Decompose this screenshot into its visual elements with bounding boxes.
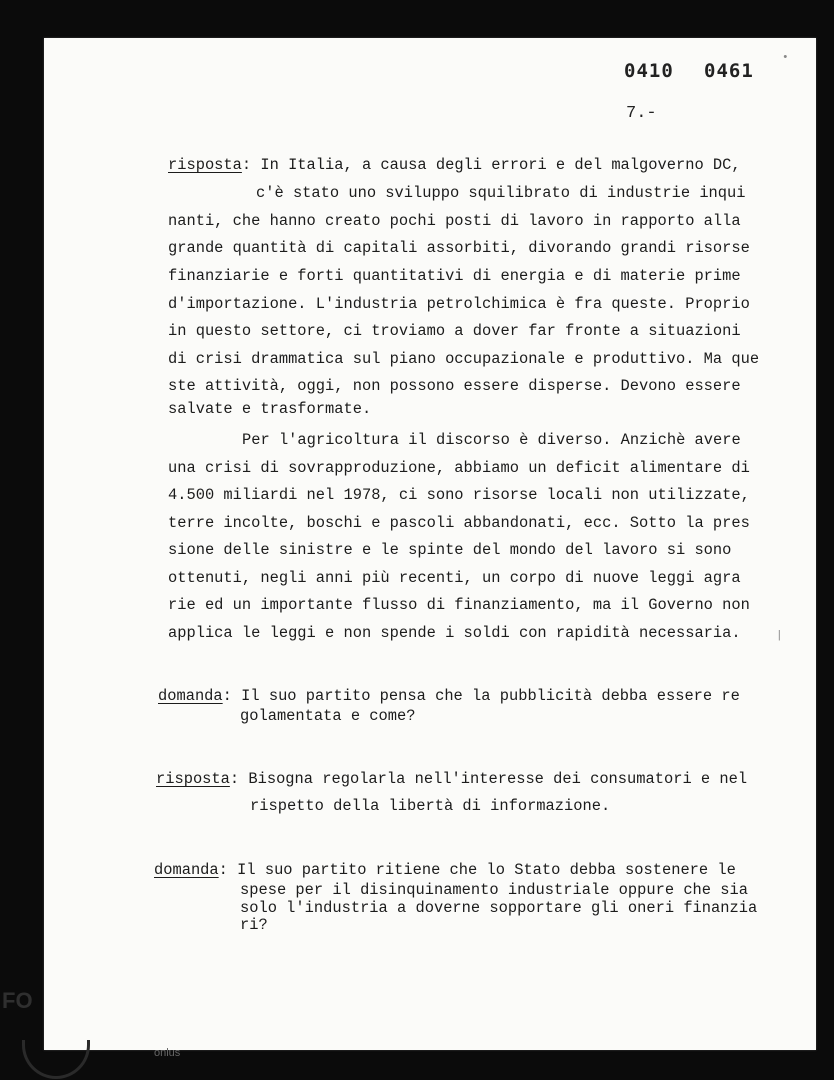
question2-label: domanda <box>158 687 223 705</box>
document-page <box>44 38 816 1050</box>
answer1-line: in questo settore, ci troviamo a dover far fronte a situazioni <box>168 322 741 340</box>
answer1-line: finanziarie e forti quantitativi di energia e di materie prime <box>168 267 741 285</box>
question3-label: domanda <box>154 861 219 879</box>
answer2-label: risposta <box>156 770 230 788</box>
answer1-line: sione delle sinistre e le spinte del mondo del lavoro si sono <box>168 541 732 559</box>
watermark-logo: FO <box>2 988 33 1013</box>
question3-line: spese per il disinquinamento industriale oppure che sia <box>240 881 748 899</box>
answer1-line: terre incolte, boschi e pascoli abbandonati, ecc. Sotto la pres <box>168 514 750 532</box>
margin-tick: | <box>776 630 783 642</box>
answer1-line: : In Italia, a causa degli errori e del malgoverno DC, <box>241 156 741 174</box>
answer1-line: c'è stato uno sviluppo squilibrato di industrie inqui <box>256 184 746 202</box>
answer2-first-line <box>156 769 747 789</box>
answer1-line: ste attività, oggi, non possono essere disperse. Devono essere <box>168 377 741 395</box>
answer1-line: di crisi drammatica sul piano occupazionale e produttivo. Ma que <box>168 350 760 368</box>
question2-line: : Il suo partito pensa che la pubblicità debba essere re <box>222 687 740 705</box>
answer1-line: grande quantità di capitali assorbiti, divorando grandi risorse <box>168 239 750 257</box>
answer1-line: una crisi di sovrapproduzione, abbiamo un deficit alimentare di <box>168 459 750 477</box>
answer1-line: applica le leggi e non spende i soldi con rapidità necessaria. <box>168 624 741 642</box>
answer1-line: 4.500 miliardi nel 1978, ci sono risorse locali non utilizzate, <box>168 486 750 504</box>
answer2-line: rispetto della libertà di informazione. <box>250 797 611 815</box>
answer1-line: Per l'agricoltura il discorso è diverso. Anzichè avere <box>242 431 741 449</box>
question3-line: ri? <box>240 916 268 934</box>
answer1-line: nanti, che hanno creato pochi posti di lavoro in rapporto alla <box>168 212 741 230</box>
question3-line: : Il suo partito ritiene che lo Stato debba sostenere le <box>218 861 736 879</box>
answer1-line: salvate e trasformate. <box>168 400 372 418</box>
corner-dot: • <box>782 52 789 64</box>
watermark-arc-icon <box>22 1040 90 1079</box>
page-number: 7.- <box>626 104 657 123</box>
answer1-label: risposta <box>168 156 242 174</box>
question2-first-line <box>158 686 740 706</box>
watermark-onlus: onlus <box>154 1047 181 1059</box>
answer1-first-line <box>168 155 741 175</box>
answer1-line: rie ed un importante flusso di finanziamento, ma il Governo non <box>168 596 750 614</box>
answer2-line: : Bisogna regolarla nell'interesse dei consumatori e nel <box>229 770 748 788</box>
question3-first-line <box>154 860 736 880</box>
answer1-line: ottenuti, negli anni più recenti, un corpo di nuove leggi agra <box>168 569 741 587</box>
answer1-line: d'importazione. L'industria petrolchimica è fra queste. Proprio <box>168 295 750 313</box>
archive-stamp-right: 0461 <box>704 60 754 82</box>
question2-line: golamentata e come? <box>240 707 416 725</box>
archive-stamp-left: 0410 <box>624 60 674 82</box>
question3-line: solo l'industria a doverne sopportare gli oneri finanzia <box>240 899 758 917</box>
